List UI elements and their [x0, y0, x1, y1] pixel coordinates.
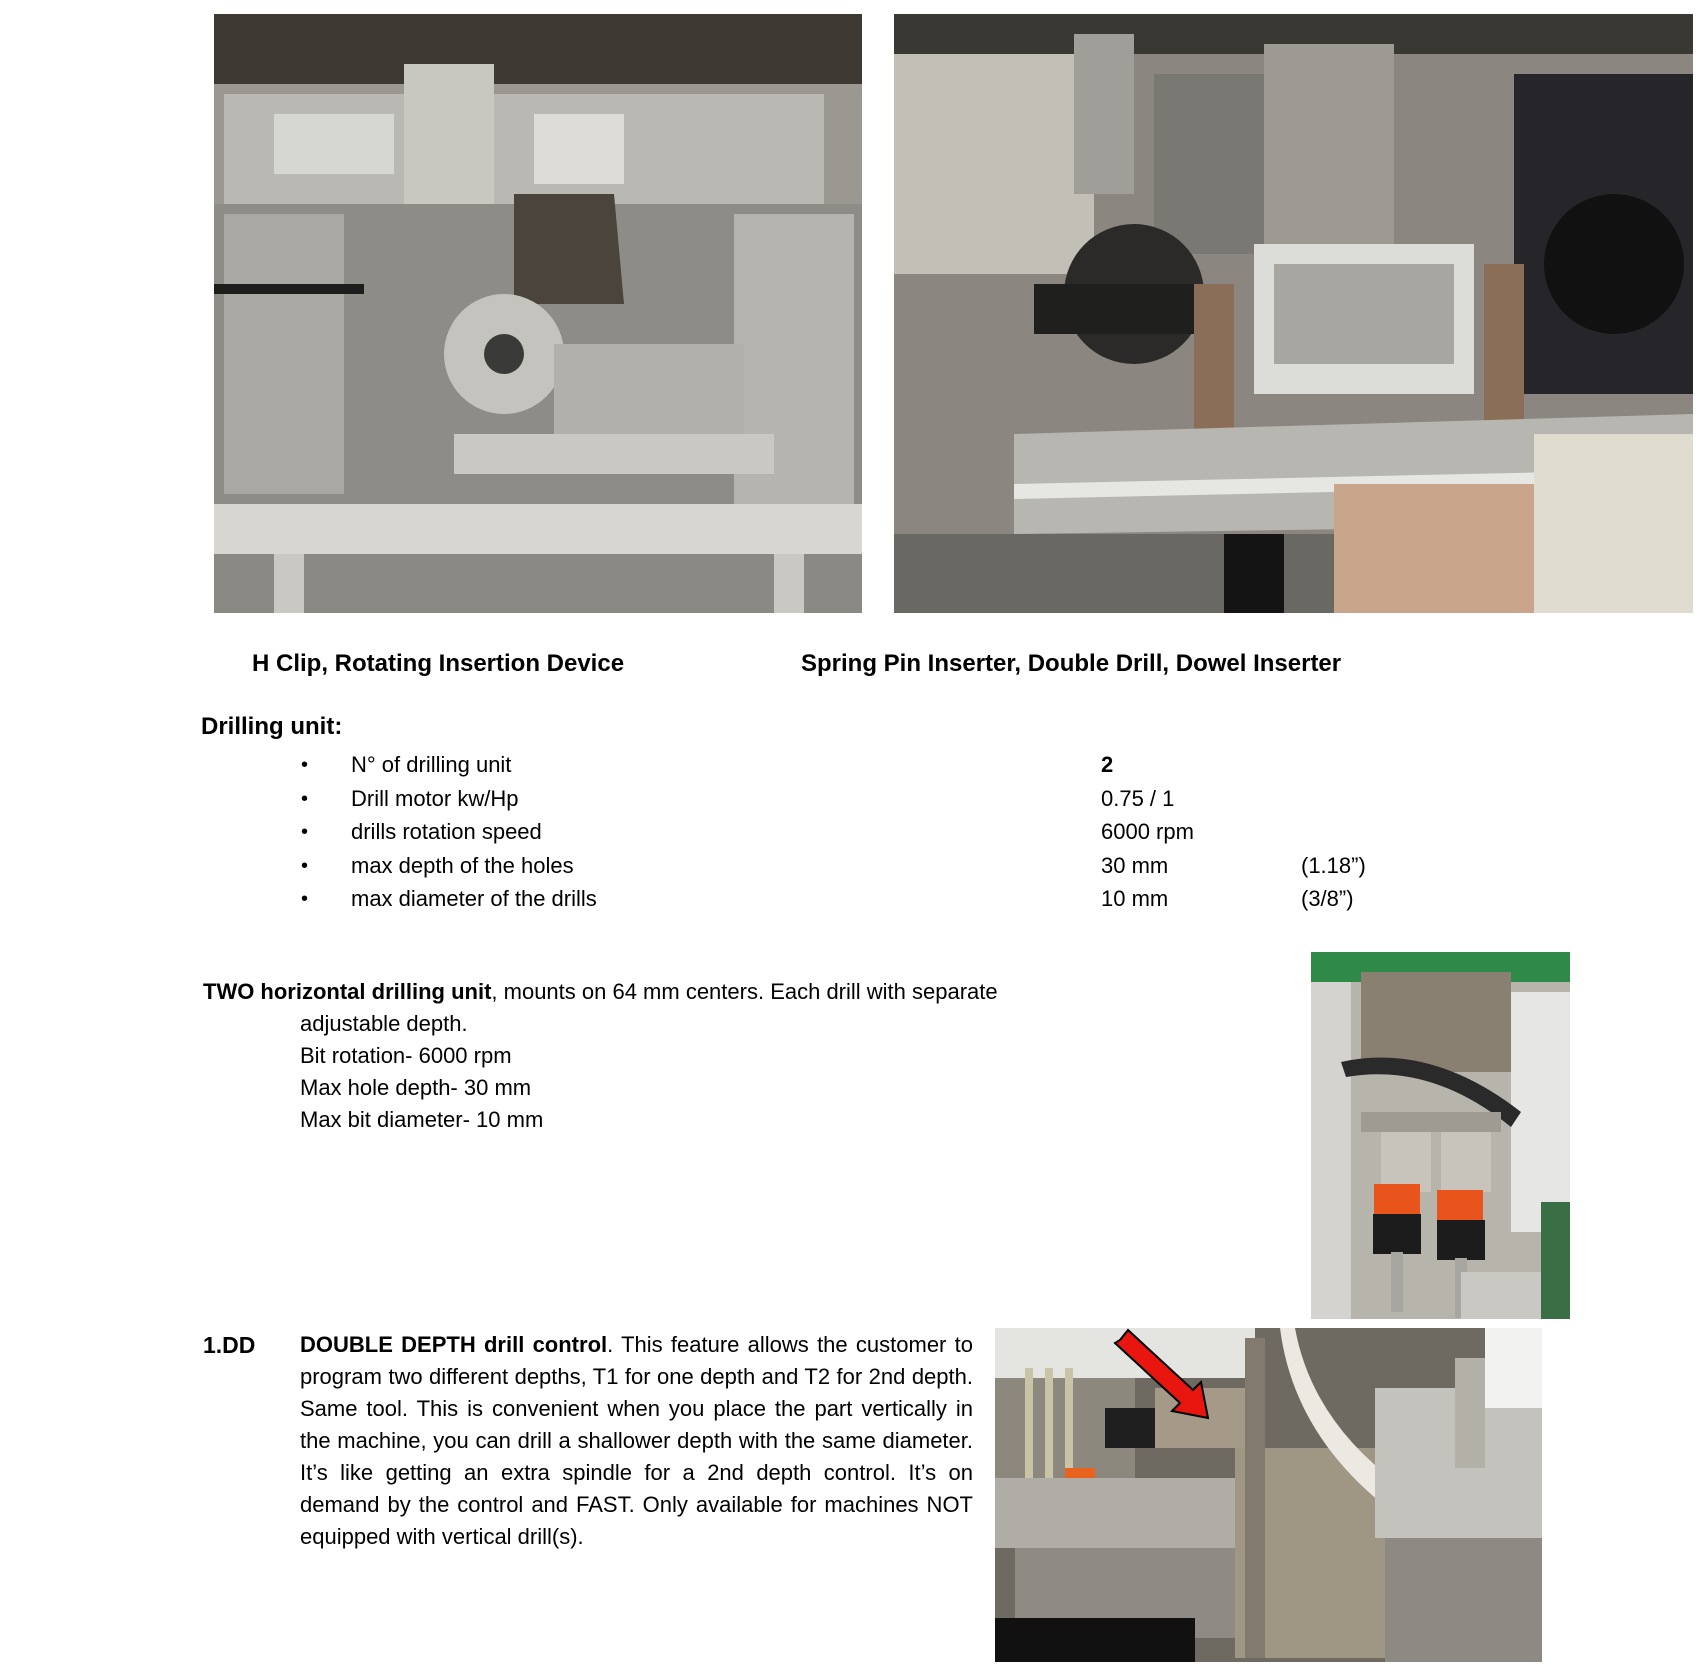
spring-pin-photo: [894, 14, 1693, 613]
left-photo-caption: H Clip, Rotating Insertion Device: [252, 650, 625, 677]
bullet-icon: •: [301, 855, 309, 877]
right-photo-caption: Spring Pin Inserter, Double Drill, Dowel Inserter: [801, 650, 1342, 677]
horizontal-drill-line: Max bit diameter- 10 mm: [300, 1107, 544, 1132]
spec-value: 2: [1101, 752, 1114, 777]
bullet-icon: •: [301, 788, 309, 810]
spec-row: [0, 782, 1700, 816]
spec-value: 0.75 / 1: [1101, 786, 1175, 811]
horizontal-drill-rest: , mounts on 64 mm centers. Each drill with separate: [491, 979, 998, 1004]
double-depth-description: [300, 1329, 973, 1553]
spec-imperial-value: (3/8”): [1301, 886, 1354, 911]
spec-row: [0, 882, 1700, 916]
spec-label: drills rotation speed: [351, 819, 542, 844]
machine-photo-image: [995, 1328, 1542, 1662]
spec-value: 6000 rpm: [1101, 819, 1194, 844]
bullet-icon: •: [301, 821, 309, 843]
h-clip-photo: [214, 14, 862, 613]
double-depth-body: . This feature allows the customer to program two different depths, T1 for one depth and T2 for 2nd depth. Same tool. This is convenient when you place the part vertically in the machine, you can drill a shallower depth with the same diameter. It’s like getting an extra spindle for a 2nd depth control. It’s on demand by the control and FAST. Only available for machines NOT equipped with vertical drill(s).: [300, 1332, 973, 1549]
machine-photo-image: [214, 14, 862, 613]
drilling-unit-title: Drilling unit:: [201, 713, 343, 740]
section-number: 1.DD: [203, 1332, 256, 1358]
horizontal-drill-line: Max hole depth- 30 mm: [300, 1075, 532, 1100]
machine-photo-image: [1311, 952, 1570, 1319]
spec-label: max depth of the holes: [351, 853, 574, 878]
spec-row: [0, 849, 1700, 883]
spec-label: max diameter of the drills: [351, 886, 597, 911]
double-depth-lead: DOUBLE DEPTH drill control: [300, 1332, 608, 1357]
horizontal-drill-photo: [1311, 952, 1570, 1319]
double-depth-photo: [995, 1328, 1542, 1662]
machine-photo-image: [894, 14, 1693, 613]
horizontal-drill-line: Bit rotation- 6000 rpm: [300, 1043, 512, 1068]
horizontal-drill-lead: TWO horizontal drilling unit: [203, 979, 492, 1004]
spec-row: [0, 815, 1700, 849]
spec-imperial-value: (1.18”): [1301, 853, 1366, 878]
horizontal-drill-line: adjustable depth.: [300, 1011, 468, 1036]
spec-row: [0, 748, 1700, 782]
bullet-icon: •: [301, 888, 309, 910]
spec-value: 30 mm: [1101, 853, 1169, 878]
horizontal-drill-intro: [203, 976, 998, 1008]
spec-value: 10 mm: [1101, 886, 1169, 911]
bullet-icon: •: [301, 754, 309, 776]
spec-label: Drill motor kw/Hp: [351, 786, 519, 811]
spec-label: N° of drilling unit: [351, 752, 512, 777]
